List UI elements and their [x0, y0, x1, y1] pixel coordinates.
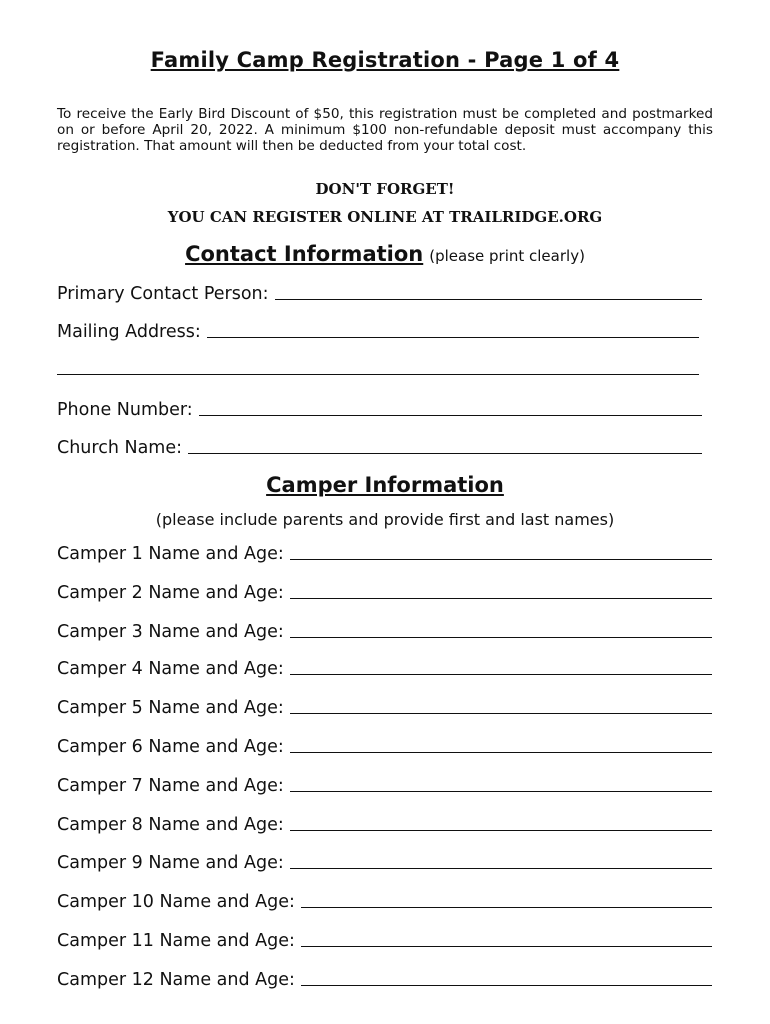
camper-7-field[interactable] — [57, 772, 712, 796]
contact-section-heading — [0, 242, 770, 266]
church-name-input-line[interactable] — [188, 435, 702, 454]
camper-2-field[interactable] — [57, 579, 712, 603]
camper-1-input-line[interactable] — [290, 541, 712, 560]
camper-1-label: Camper 1 Name and Age: — [57, 544, 284, 564]
camper-10-input-line[interactable] — [301, 889, 712, 908]
camper-7-label: Camper 7 Name and Age: — [57, 776, 284, 796]
mailing-address-input-line[interactable] — [207, 319, 699, 338]
camper-11-label: Camper 11 Name and Age: — [57, 931, 295, 951]
contact-heading-note: (please print clearly) — [429, 247, 585, 265]
camper-5-label: Camper 5 Name and Age: — [57, 698, 284, 718]
early-bird-instructions: To receive the Early Bird Discount of $50, this registration must be completed and postmarked on or before April 20, 2022. A minimum $100 non-refundable deposit must accompany this registration. That amount will then be deducted from your total cost. — [57, 106, 713, 154]
camper-12-field[interactable] — [57, 966, 712, 990]
phone-number-label: Phone Number: — [57, 400, 193, 420]
church-name-field[interactable] — [57, 434, 702, 458]
camper-9-label: Camper 9 Name and Age: — [57, 853, 284, 873]
camper-section-note: (please include parents and provide first and last names) — [155, 510, 615, 529]
camper-section-heading — [0, 473, 770, 497]
camper-9-field[interactable] — [57, 849, 712, 873]
contact-heading-text: Contact Information — [185, 242, 424, 266]
camper-4-label: Camper 4 Name and Age: — [57, 659, 284, 679]
camper-2-input-line[interactable] — [290, 580, 712, 599]
camper-6-input-line[interactable] — [290, 734, 712, 753]
primary-contact-label: Primary Contact Person: — [57, 284, 269, 304]
camper-2-label: Camper 2 Name and Age: — [57, 583, 284, 603]
camper-4-field[interactable] — [57, 655, 712, 679]
phone-number-input-line[interactable] — [199, 397, 702, 416]
mailing-address-field[interactable] — [57, 318, 699, 342]
phone-number-field[interactable] — [57, 396, 702, 420]
reminder-line-2: YOU CAN REGISTER ONLINE AT TRAILRIDGE.ORG — [167, 208, 603, 226]
camper-11-input-line[interactable] — [301, 928, 712, 947]
page-title: Family Camp Registration - Page 1 of 4 — [150, 48, 620, 72]
camper-3-label: Camper 3 Name and Age: — [57, 622, 284, 642]
camper-6-label: Camper 6 Name and Age: — [57, 737, 284, 757]
camper-7-input-line[interactable] — [290, 773, 712, 792]
camper-8-label: Camper 8 Name and Age: — [57, 815, 284, 835]
church-name-label: Church Name: — [57, 438, 183, 458]
camper-9-input-line[interactable] — [290, 850, 712, 869]
camper-1-field[interactable] — [57, 540, 712, 564]
primary-contact-input-line[interactable] — [275, 281, 702, 300]
camper-8-input-line[interactable] — [290, 812, 712, 831]
camper-3-field[interactable] — [57, 618, 712, 642]
camper-10-label: Camper 10 Name and Age: — [57, 892, 295, 912]
reminder-line-1: DON'T FORGET! — [315, 180, 455, 198]
camper-8-field[interactable] — [57, 811, 712, 835]
camper-5-input-line[interactable] — [290, 695, 712, 714]
camper-10-field[interactable] — [57, 888, 712, 912]
mailing-address-line-2[interactable] — [57, 374, 699, 375]
primary-contact-field[interactable] — [57, 280, 702, 304]
camper-11-field[interactable] — [57, 927, 712, 951]
camper-heading-text: Camper Information — [266, 473, 504, 497]
camper-4-input-line[interactable] — [290, 656, 712, 675]
camper-3-input-line[interactable] — [290, 619, 712, 638]
camper-12-input-line[interactable] — [301, 967, 712, 986]
mailing-address-label: Mailing Address: — [57, 322, 201, 342]
camper-12-label: Camper 12 Name and Age: — [57, 970, 295, 990]
camper-5-field[interactable] — [57, 694, 712, 718]
camper-6-field[interactable] — [57, 733, 712, 757]
